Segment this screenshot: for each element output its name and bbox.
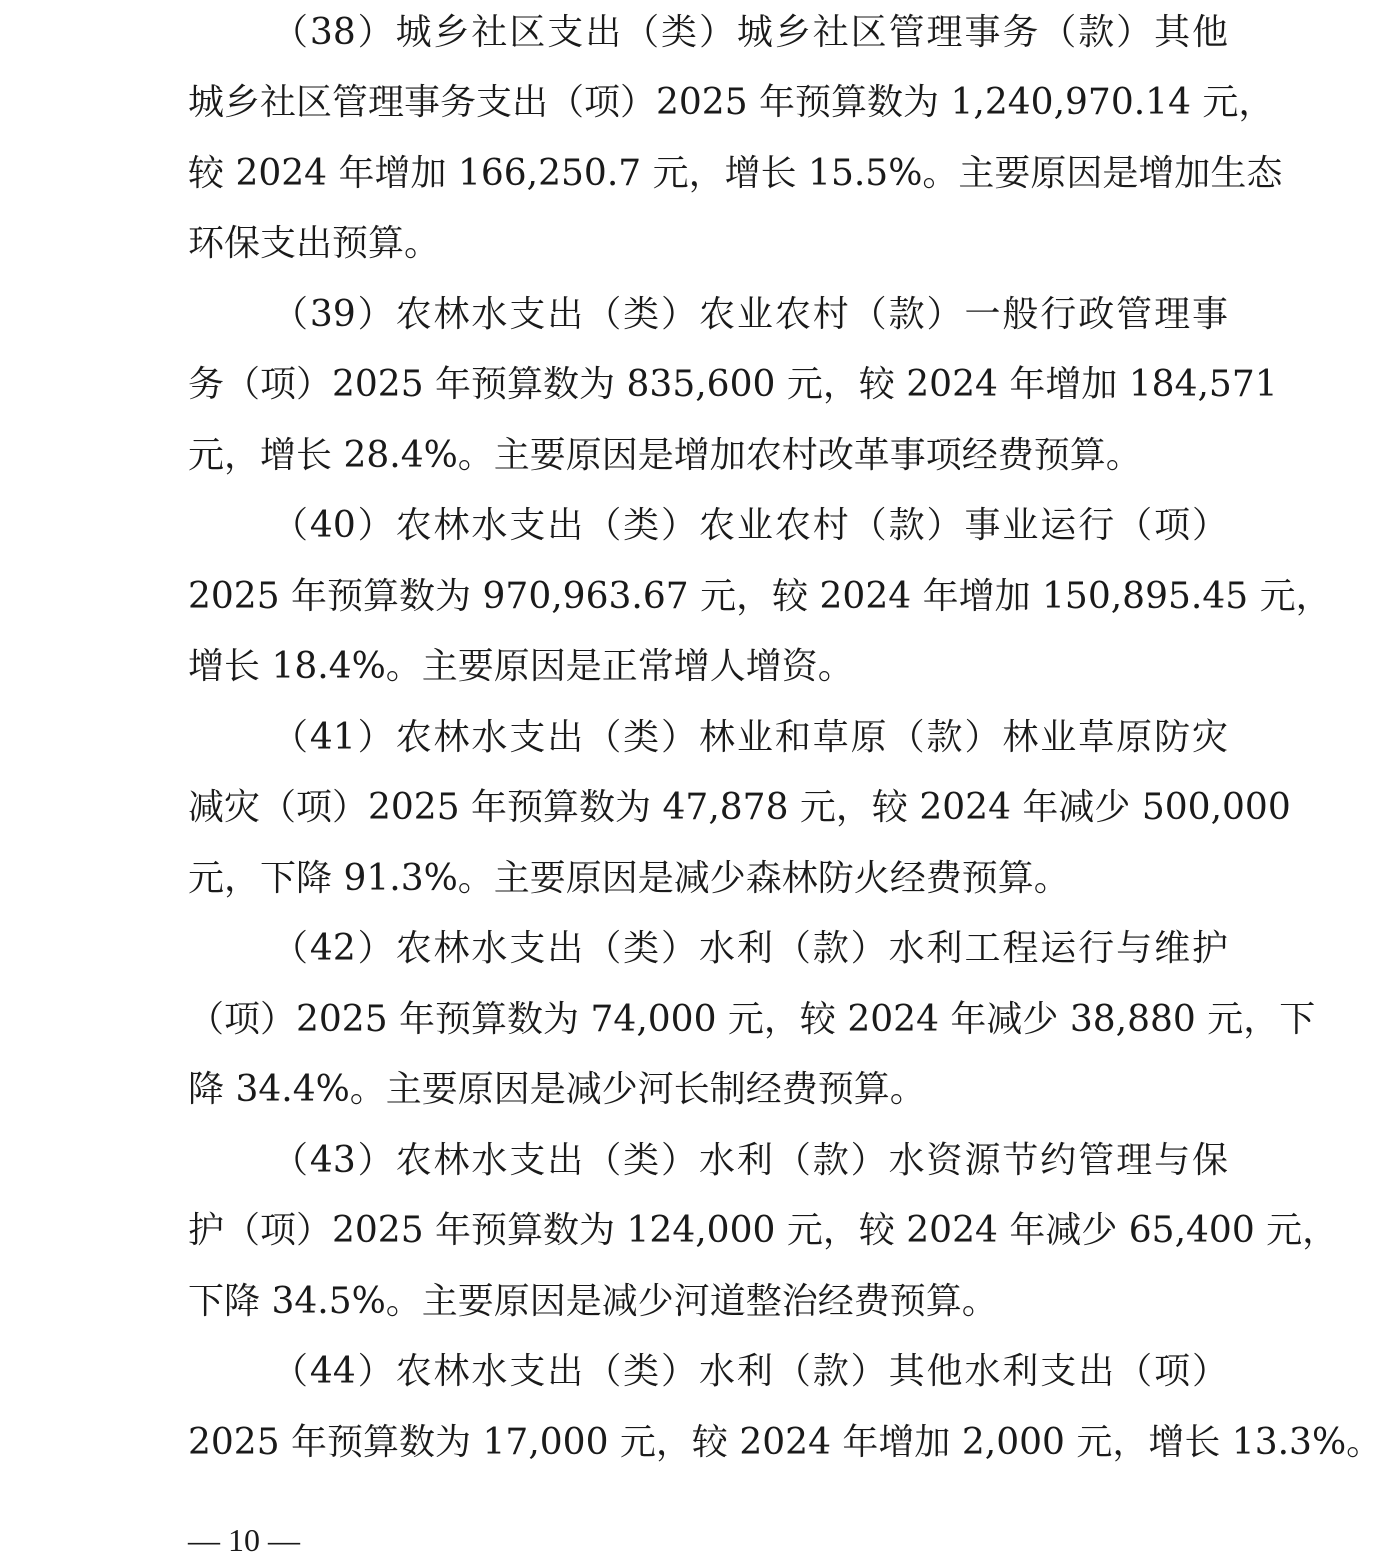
paragraph-43-line-1: （43）农林水支出（类）水利（款）水资源节约管理与保 — [272, 1140, 1228, 1181]
paragraph-40-line-2: 2025 年预算数为 970,963.67 元，较 2024 年增加 150,895.45 元， — [188, 576, 1332, 617]
paragraph-42-line-1: （42）农林水支出（类）水利（款）水利工程运行与维护 — [272, 928, 1228, 969]
paragraph-38-line-4: 环保支出预算。 — [188, 223, 441, 264]
paragraph-38-line-1: （38）城乡社区支出（类）城乡社区管理事务（款）其他 — [272, 12, 1228, 53]
paragraph-42-line-2: （项）2025 年预算数为 74,000 元，较 2024 年减少 38,880 元，下 — [188, 999, 1316, 1040]
paragraph-39-line-2: 务（项）2025 年预算数为 835,600 元，较 2024 年增加 184,571 — [188, 364, 1278, 405]
page-number: — 10 — — [188, 1522, 300, 1558]
paragraph-41-line-1: （41）农林水支出（类）林业和草原（款）林业草原防灾 — [272, 717, 1228, 758]
paragraph-44-line-1: （44）农林水支出（类）水利（款）其他水利支出（项） — [272, 1351, 1228, 1392]
paragraph-41-line-3: 元，下降 91.3%。主要原因是减少森林防火经费预算。 — [188, 858, 1070, 899]
paragraph-38-line-2: 城乡社区管理事务支出（项）2025 年预算数为 1,240,970.14 元， — [188, 82, 1275, 123]
paragraph-43-line-3: 下降 34.5%。主要原因是减少河道整治经费预算。 — [188, 1281, 998, 1322]
paragraph-39-line-1: （39）农林水支出（类）农业农村（款）一般行政管理事 — [272, 294, 1228, 335]
paragraph-42-line-3: 降 34.4%。主要原因是减少河长制经费预算。 — [188, 1069, 926, 1110]
paragraph-40-line-3: 增长 18.4%。主要原因是正常增人增资。 — [188, 646, 854, 687]
paragraph-41-line-2: 减灾（项）2025 年预算数为 47,878 元，较 2024 年减少 500,000 — [188, 787, 1291, 828]
paragraph-43-line-2: 护（项）2025 年预算数为 124,000 元，较 2024 年减少 65,400 元， — [188, 1210, 1339, 1251]
paragraph-40-line-1: （40）农林水支出（类）农业农村（款）事业运行（项） — [272, 505, 1228, 546]
paragraph-39-line-3: 元，增长 28.4%。主要原因是增加农村改革事项经费预算。 — [188, 435, 1142, 476]
paragraph-44-line-2: 2025 年预算数为 17,000 元，较 2024 年增加 2,000 元，增长 13.3%。 — [188, 1422, 1383, 1463]
paragraph-38-line-3: 较 2024 年增加 166,250.7 元，增长 15.5%。主要原因是增加生态 — [188, 153, 1283, 194]
